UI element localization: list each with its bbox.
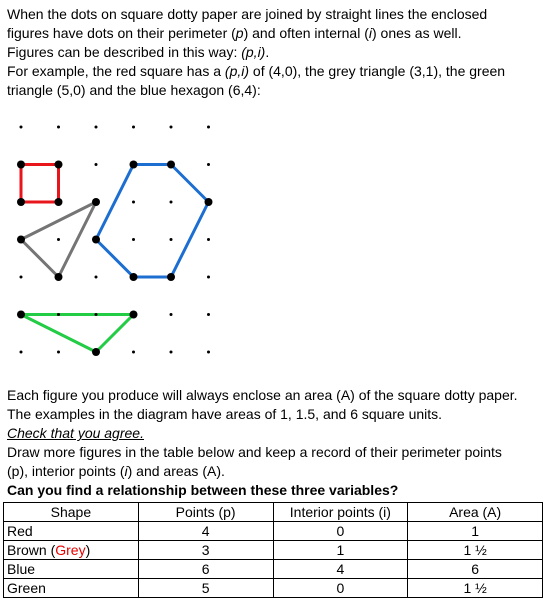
vertex-dot: [167, 273, 175, 281]
instructions-line-5: (p), interior points (i) and areas (A).: [7, 463, 225, 479]
cell-shape: Blue: [4, 560, 139, 579]
vertex-dot: [55, 198, 63, 206]
grid-dot: [132, 201, 135, 204]
cell-points: 5: [138, 579, 273, 598]
grid-dot: [57, 351, 60, 354]
vertex-dot: [92, 348, 100, 356]
table-row: [4, 579, 543, 598]
table-header-row: [4, 503, 543, 522]
cell-area: 6: [408, 560, 543, 579]
intro-line-5: triangle (5,0) and the blue hexagon (6,4):: [7, 82, 261, 98]
header-area: Area (A): [408, 503, 543, 522]
cell-points: 6: [138, 560, 273, 579]
table-row: [4, 560, 543, 579]
instructions-line-2: The examples in the diagram have areas of 1, 1.5, and 6 square units.: [7, 406, 443, 422]
grid-dot: [170, 126, 173, 129]
vertex-dot: [17, 161, 25, 169]
grid-dot: [132, 238, 135, 241]
cell-area: 1 ½: [408, 541, 543, 560]
vertex-dot: [55, 273, 63, 281]
instructions-paragraph: [7, 386, 539, 500]
intro-line-3: Figures can be described in this way: (p,i).: [7, 44, 270, 60]
instructions-line-1: Each figure you produce will always enclose an area (A) of the square dotty paper.: [7, 387, 518, 403]
grid-dot: [20, 351, 23, 354]
vertex-dot: [130, 161, 138, 169]
cell-shape: Green: [4, 579, 139, 598]
grid-dot: [57, 238, 60, 241]
grid-dot: [170, 313, 173, 316]
grid-dot: [95, 163, 98, 166]
intro-line-1: When the dots on square dotty paper are joined by straight lines the enclosed: [7, 6, 488, 22]
cell-area: 1: [408, 522, 543, 541]
vertex-dot: [55, 161, 63, 169]
grid-dot: [57, 313, 60, 316]
cell-shape: Red: [4, 522, 139, 541]
vertex-dot: [17, 198, 25, 206]
header-interior-points: Interior points (i): [273, 503, 408, 522]
blue-hexagon: [96, 165, 209, 278]
intro-paragraph: [7, 5, 537, 100]
results-table: [3, 502, 543, 598]
relationship-question: Can you find a relationship between these three variables?: [7, 482, 399, 498]
table-row: [4, 541, 543, 560]
vertex-dot: [167, 161, 175, 169]
grid-dot: [207, 276, 210, 279]
grid-dot: [170, 351, 173, 354]
grid-dot: [132, 126, 135, 129]
vertex-dot: [92, 198, 100, 206]
cell-interior: 1: [273, 541, 408, 560]
grid-dot: [207, 163, 210, 166]
grid-dot: [57, 126, 60, 129]
cell-interior: 0: [273, 522, 408, 541]
grid-dot: [170, 201, 173, 204]
vertex-dot: [130, 311, 138, 319]
vertex-dot: [92, 236, 100, 244]
header-points: Points (p): [138, 503, 273, 522]
table-row: [4, 522, 543, 541]
vertex-dot: [205, 198, 213, 206]
green-triangle: [21, 315, 134, 353]
grid-dot: [207, 126, 210, 129]
grid-dot: [95, 276, 98, 279]
red-square: [21, 165, 59, 203]
cell-shape: Brown (Grey): [4, 541, 139, 560]
intro-line-4: For example, the red square has a (p,i) of (4,0), the grey triangle (3,1), the green: [7, 63, 506, 79]
cell-points: 3: [138, 541, 273, 560]
vertex-dot: [17, 311, 25, 319]
dotty-paper-diagram: [0, 110, 240, 360]
grid-dot: [20, 126, 23, 129]
cell-points: 4: [138, 522, 273, 541]
grid-dot: [170, 238, 173, 241]
cell-interior: 4: [273, 560, 408, 579]
grid-dot: [95, 126, 98, 129]
grid-dot: [207, 313, 210, 316]
grid-dot: [132, 351, 135, 354]
instructions-line-4: Draw more figures in the table below and keep a record of their perimeter points: [7, 444, 502, 460]
cell-interior: 0: [273, 579, 408, 598]
cell-area: 1 ½: [408, 579, 543, 598]
grid-dot: [20, 276, 23, 279]
grid-dot: [207, 238, 210, 241]
check-prompt: Check that you agree.: [7, 425, 144, 441]
header-shape: Shape: [4, 503, 139, 522]
vertex-dot: [17, 236, 25, 244]
grid-dot: [95, 313, 98, 316]
vertex-dot: [130, 273, 138, 281]
intro-line-2: figures have dots on their perimeter (p) and often internal (i) ones as well.: [7, 25, 462, 41]
grid-dot: [207, 351, 210, 354]
